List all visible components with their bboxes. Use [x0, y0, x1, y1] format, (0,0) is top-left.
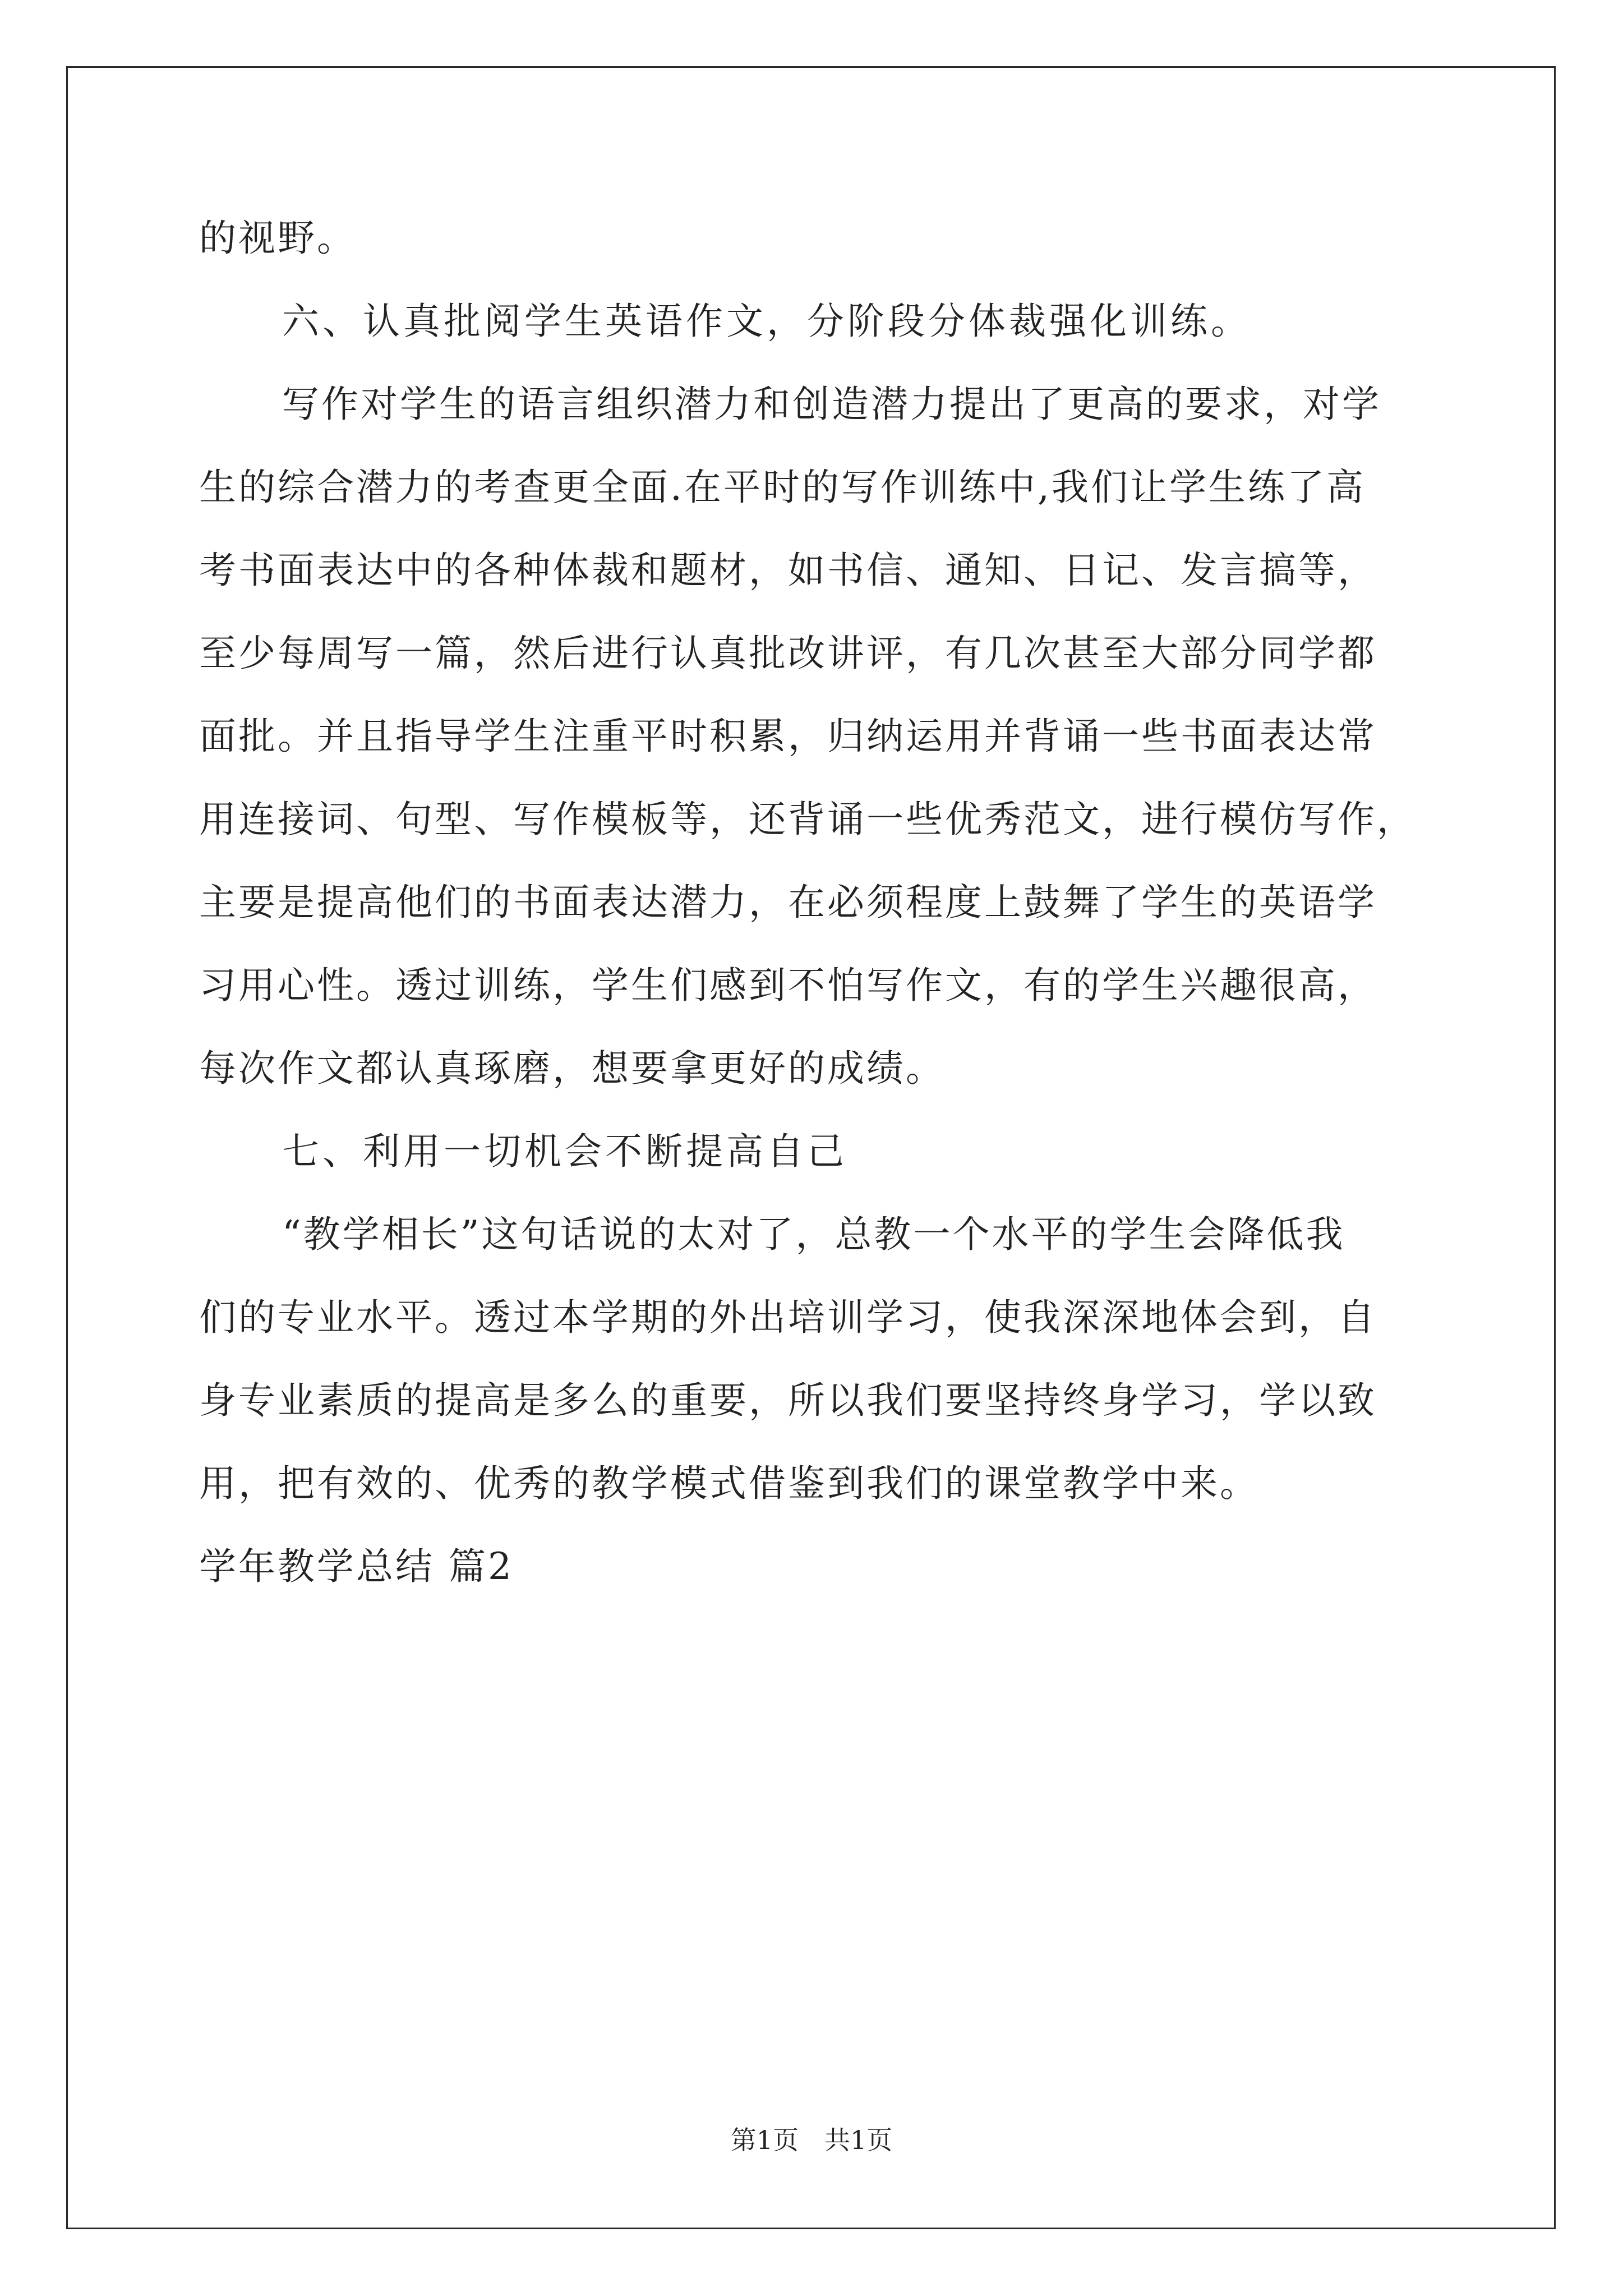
text-line: 用，把有效的、优秀的教学模式借鉴到我们的课堂教学中来。: [199, 1462, 1259, 1505]
text-line: 的视野。: [199, 217, 356, 260]
section-title: 学年教学总结 篇2: [199, 1545, 514, 1588]
text-line: 用连接词、句型、写作模板等，还背诵一些优秀范文，进行模仿写作，: [199, 798, 1416, 841]
text-line: 生的综合潜力的考查更全面.在平时的写作训练中,我们让学生练了高: [199, 466, 1366, 509]
text-line: 写作对学生的语言组织潜力和创造潜力提出了更高的要求，对学: [282, 383, 1381, 426]
document-body: [199, 217, 1450, 1631]
text-line: 至少每周写一篇，然后进行认真批改讲评，有几次甚至大部分同学都: [199, 632, 1377, 675]
text-line: “教学相长”这句话说的太对了，总教一个水平的学生会降低我: [282, 1213, 1345, 1256]
text-line: 主要是提高他们的书面表达潜力，在必须程度上鼓舞了学生的英语学: [199, 881, 1377, 924]
section-heading-six: 六、认真批阅学生英语作文，分阶段分体裁强化训练。: [282, 300, 1251, 343]
text-line: 身专业素质的提高是多么的重要，所以我们要坚持终身学习，学以致: [199, 1379, 1377, 1422]
section-heading-seven: 七、利用一切机会不断提高自己: [282, 1130, 847, 1173]
text-line: 每次作文都认真琢磨，想要拿更好的成绩。: [199, 1047, 945, 1090]
text-line: 考书面表达中的各种体裁和题材，如书信、通知、日记、发言搞等，: [199, 549, 1377, 592]
page-number-footer: 第1页 共1页: [730, 2125, 893, 2155]
text-line: 习用心性。透过训练，学生们感到不怕写作文，有的学生兴趣很高，: [199, 964, 1377, 1007]
text-line: 面批。并且指导学生注重平时积累，归纳运用并背诵一些书面表达常: [199, 715, 1377, 758]
text-line: 们的专业水平。透过本学期的外出培训学习，使我深深地体会到，自: [199, 1296, 1377, 1339]
